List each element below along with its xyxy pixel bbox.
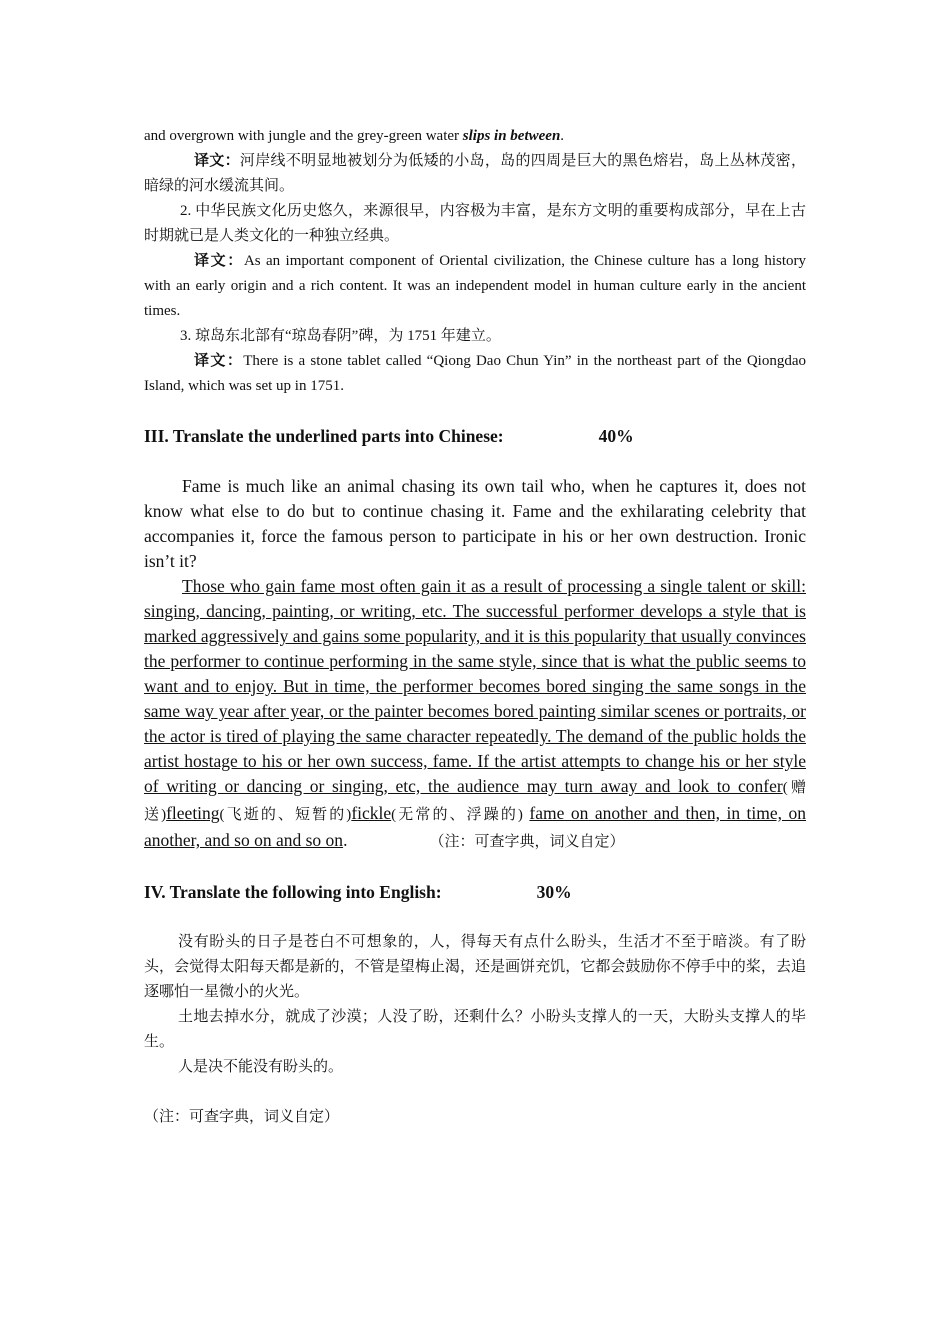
underlined-passage: fame on another and then, in time, on another, and so on and so on [144, 803, 807, 850]
translation-label: 译文： [194, 153, 240, 169]
question-2-source: 2. 中华民族文化历史悠久，来源很早，内容极为丰富，是东方文明的重要构成部分，早在上古时期就已是人类文化的一种独立经典。 [144, 203, 806, 244]
section-4-note: （注：可查字典，词义自定） [144, 1109, 340, 1125]
section-3-paragraph-2: Those who gain fame most often gain it as a result of processing a single talent or skill: singing, dancing, painting, or writing, etc. The successful performer develops a style that is marked aggressively and gains some popularity, and it is this popularity that usually convinces the performer to continue performing in the same style, since that is what the public seems to want and to enjoy. But in time, the performer becomes bored singing the same songs in the same way year after year, or the painter becomes bored painting similar scenes or portraits, or the actor is tired of playing the same character repeatedly. The demand of the public holds the artist hostage to his or her own success, fame. If the artist attempts to change his or her style of writing or dancing or singing, etc, the audience may turn away and look to confer(赠送)fleeting(飞逝的、短暂的)fickle(无常的、浮躁的) fame on another and then, in time, on another, and so on and so on. （注：可查字典，词义自定） [144, 576, 807, 850]
answer-3-translation: 译文：There is a stone tablet called “Qiong Dao Chun Yin” in the northeast part of the Qiongdao Island, which was set up in 1751. [144, 353, 806, 394]
section-3-percent: 40% [598, 426, 634, 446]
section-3-paragraph-1: Fame is much like an animal chasing its own tail who, when he captures it, does not know what else to do but to continue chasing it. Fame and the exhilarating celebrity that accompanies it, force the famous person to participate in his or her own destruction. Ironic isn’t it? [144, 476, 806, 571]
section-4-heading: IV. Translate the following into English: 30% [144, 880, 806, 905]
section-3-note: （注：可查字典，词义自定） [429, 834, 625, 850]
document-body [144, 124, 806, 1130]
answer-2-translation: 译文：As an important component of Oriental civilization, the Chinese culture has a long history with an early origin and a rich content. It was an independent model in human culture early in the ancient times. [144, 253, 806, 319]
translation-label: 译文： [194, 353, 244, 369]
question-3-source: 3. 琼岛东北部有“琼岛春阴”碑，为 1751 年建立。 [180, 328, 501, 344]
section-4-paragraph-3: 人是决不能没有盼头的。 [178, 1059, 344, 1075]
answer-1-translation: 译文：河岸线不明显地被划分为低矮的小岛，岛的四周是巨大的黑色熔岩，岛上丛林茂密，暗绿的河水缓流其间。 [144, 153, 806, 194]
section-4-paragraph-2: 土地去掉水分，就成了沙漠；人没了盼，还剩什么？小盼头支撑人的一天，大盼头支撑人的毕生。 [144, 1009, 806, 1050]
section-3-heading: III. Translate the underlined parts into Chinese: 40% [144, 424, 806, 449]
underlined-word: fleeting [166, 803, 220, 823]
gloss: (赠送) [144, 780, 806, 823]
underlined-passage: Those who gain fame most often gain it as a result of processing a single talent or skill: singing, dancing, painting, or writing, etc. The successful performer develops a style that is marked aggressively and gains some popularity, and it is this popularity that usually convinces the performer to continue performing in the same style, since that is what the public seems to want and to enjoy. But in time, the performer becomes bored singing the same songs in the same way year after year, or the painter becomes bored painting similar scenes or portraits, or the actor is tired of playing the same character repeatedly. The demand of the public holds the artist hostage to his or her own success, fame. If the artist attempts to change his or her style of writing or dancing or singing, etc, the audience may turn away and look to confer [144, 576, 806, 796]
section-4-percent: 30% [536, 882, 572, 902]
underlined-word: fickle [351, 803, 392, 823]
translation-label: 译文： [194, 253, 244, 269]
gloss: (无常的、浮躁的) [391, 807, 523, 823]
answer-1-source-end: and overgrown with jungle and the grey-green water slips in between. [144, 128, 565, 144]
section-4-paragraph-1: 没有盼头的日子是苍白不可想象的，人，得每天有点什么盼头，生活才不至于暗淡。有了盼头，会觉得太阳每天都是新的，不管是望梅止渴，还是画饼充饥，它都会鼓励你不停手中的桨，去追逐哪怕一星微小的火光。 [144, 934, 806, 1000]
gloss: (飞逝的、短暂的) [219, 807, 352, 823]
